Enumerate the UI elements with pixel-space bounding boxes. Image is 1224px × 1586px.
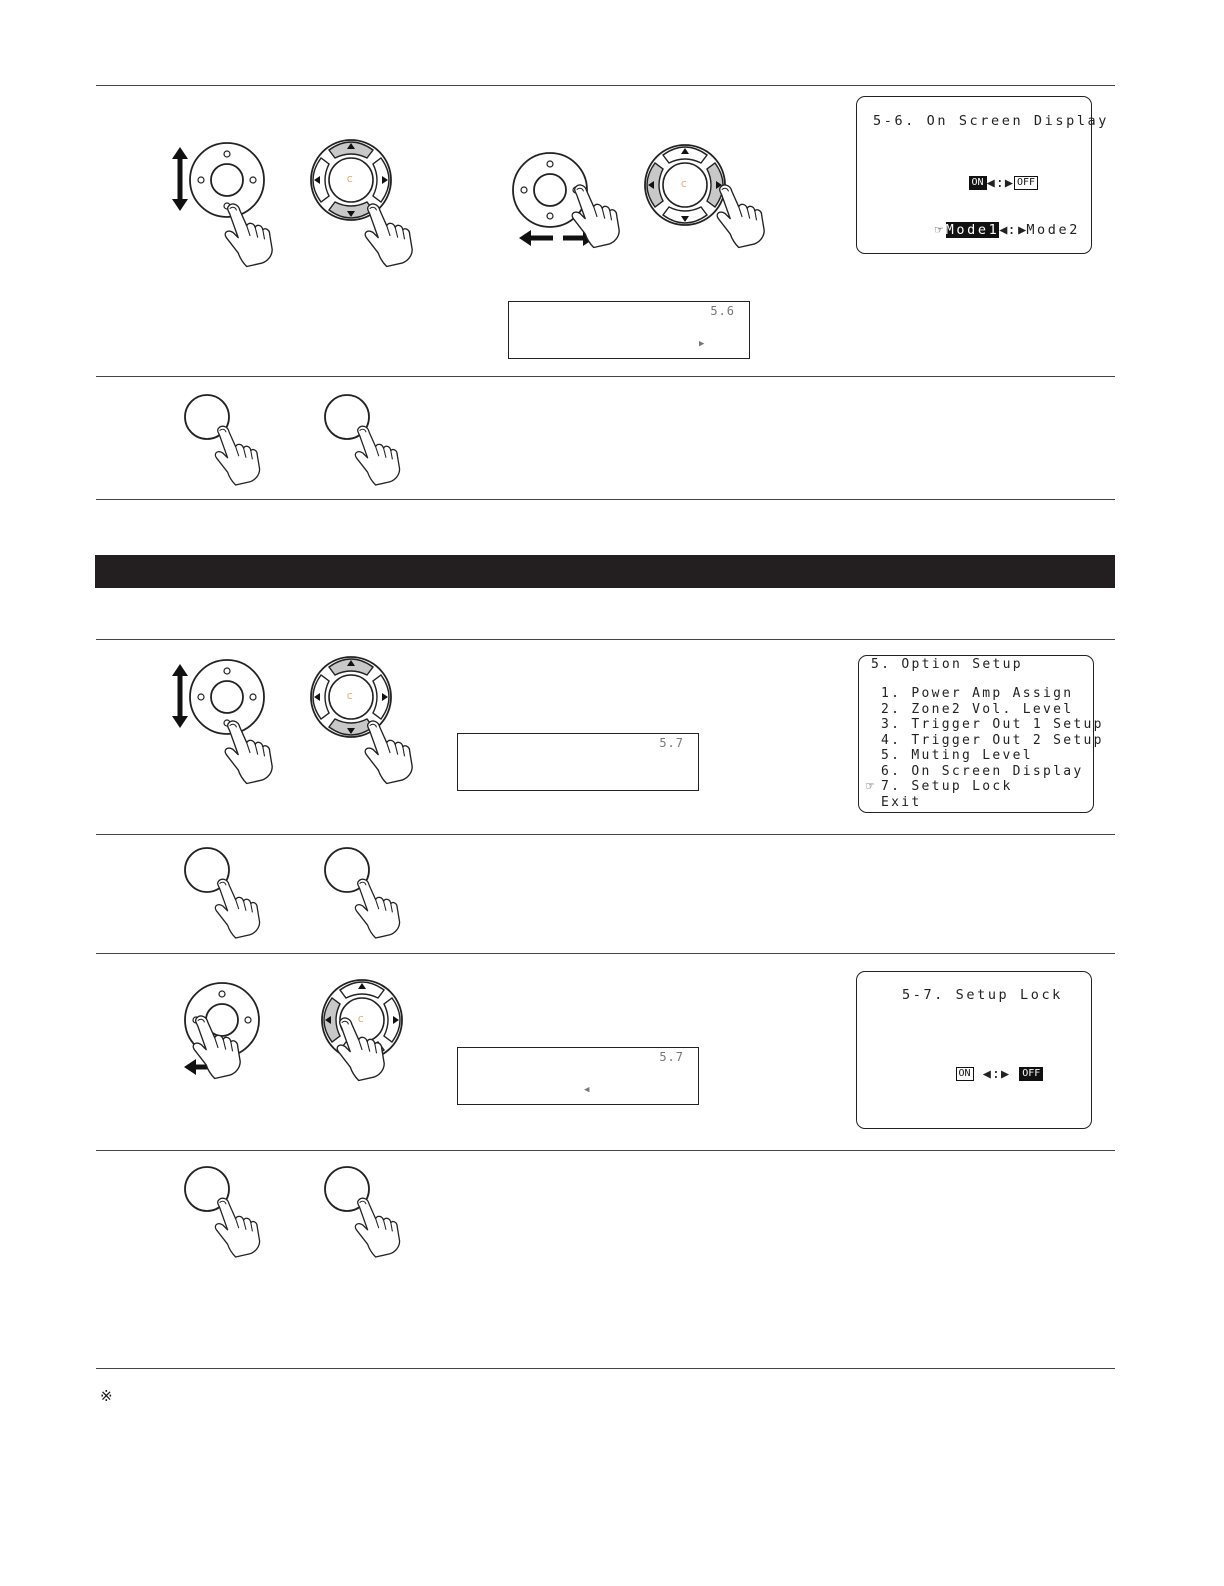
display-right-indicator-icon: ▶ [699,339,706,349]
button-press-illustration [170,838,290,938]
divider [96,834,1115,835]
off-option: OFF [1019,1067,1043,1081]
front-panel-display [457,733,699,791]
button-press-illustration [170,385,290,485]
menu-item: 2. Zone2 Vol. Level [881,702,1074,717]
button-press-illustration [310,838,430,938]
display-segment-number: 5.6 [710,304,735,318]
pointer-icon: ☞ [934,222,946,238]
jog-dial-left-illustration [170,975,310,1085]
mode2-option: Mode2 [1026,222,1080,238]
cursor-pad-left-illustration [310,975,450,1085]
separator: : [1007,222,1019,238]
jog-dial-left-right-illustration [505,140,645,260]
osd-on-off-row [932,159,1038,207]
button-press-illustration [170,1157,290,1257]
footnote-symbol: ※ [100,1387,113,1405]
right-arrow-icon: ▶ [1004,175,1014,191]
osd-title: 5-6. On Screen Display [873,113,1110,129]
cursor-pad-up-down-illustration [300,135,440,265]
cursor-pad-left-right-illustration [640,140,780,260]
pointer-icon: ☞ [866,779,874,794]
left-arrow-icon: ◀ [986,175,996,191]
button-press-illustration [310,1157,430,1257]
right-arrow-icon: ▶ [1018,222,1027,238]
display-left-indicator-icon: ◀ [584,1085,591,1095]
off-option: OFF [1014,176,1038,190]
divider [96,376,1115,377]
menu-item: 5. Muting Level [881,748,1033,763]
menu-title: 5. Option Setup [871,657,1023,672]
front-panel-display [457,1047,699,1105]
section-header-band [95,555,1115,588]
menu-item-selected: 7. Setup Lock [881,779,1013,794]
display-segment-number: 5.7 [659,1050,684,1064]
front-panel-display [508,301,750,359]
separator: : [991,1066,1001,1082]
cursor-pad-up-down-illustration [300,652,440,782]
divider [96,499,1115,500]
divider [96,1150,1115,1151]
osd-mode-row [892,206,1080,254]
divider [96,85,1115,86]
jog-dial-up-down-illustration [150,135,290,265]
on-option: ON [956,1067,974,1081]
osd-title: 5-7. Setup Lock [902,987,1063,1003]
separator: : [995,175,1005,191]
menu-item: 4. Trigger Out 2 Setup [881,733,1104,748]
divider [96,953,1115,954]
divider [96,639,1115,640]
menu-item-exit: Exit [881,795,922,810]
right-arrow-icon: ▶ [1000,1066,1011,1082]
display-segment-number: 5.7 [659,736,684,750]
button-press-illustration [310,385,430,485]
osd-option-setup-menu [858,655,1104,813]
osd-on-off-row [919,1050,1043,1098]
divider [96,1368,1115,1369]
left-arrow-icon: ◀ [999,222,1008,238]
mode1-option: Mode1 [945,222,1000,238]
on-option: ON [969,176,987,190]
jog-dial-up-down-illustration [150,652,290,782]
osd-on-screen-display [856,96,1110,254]
menu-item: 6. On Screen Display [881,764,1084,779]
menu-item: 1. Power Amp Assign [881,686,1074,701]
left-arrow-icon: ◀ [982,1066,992,1082]
menu-item: 3. Trigger Out 1 Setup [881,717,1104,732]
osd-setup-lock [856,971,1092,1129]
